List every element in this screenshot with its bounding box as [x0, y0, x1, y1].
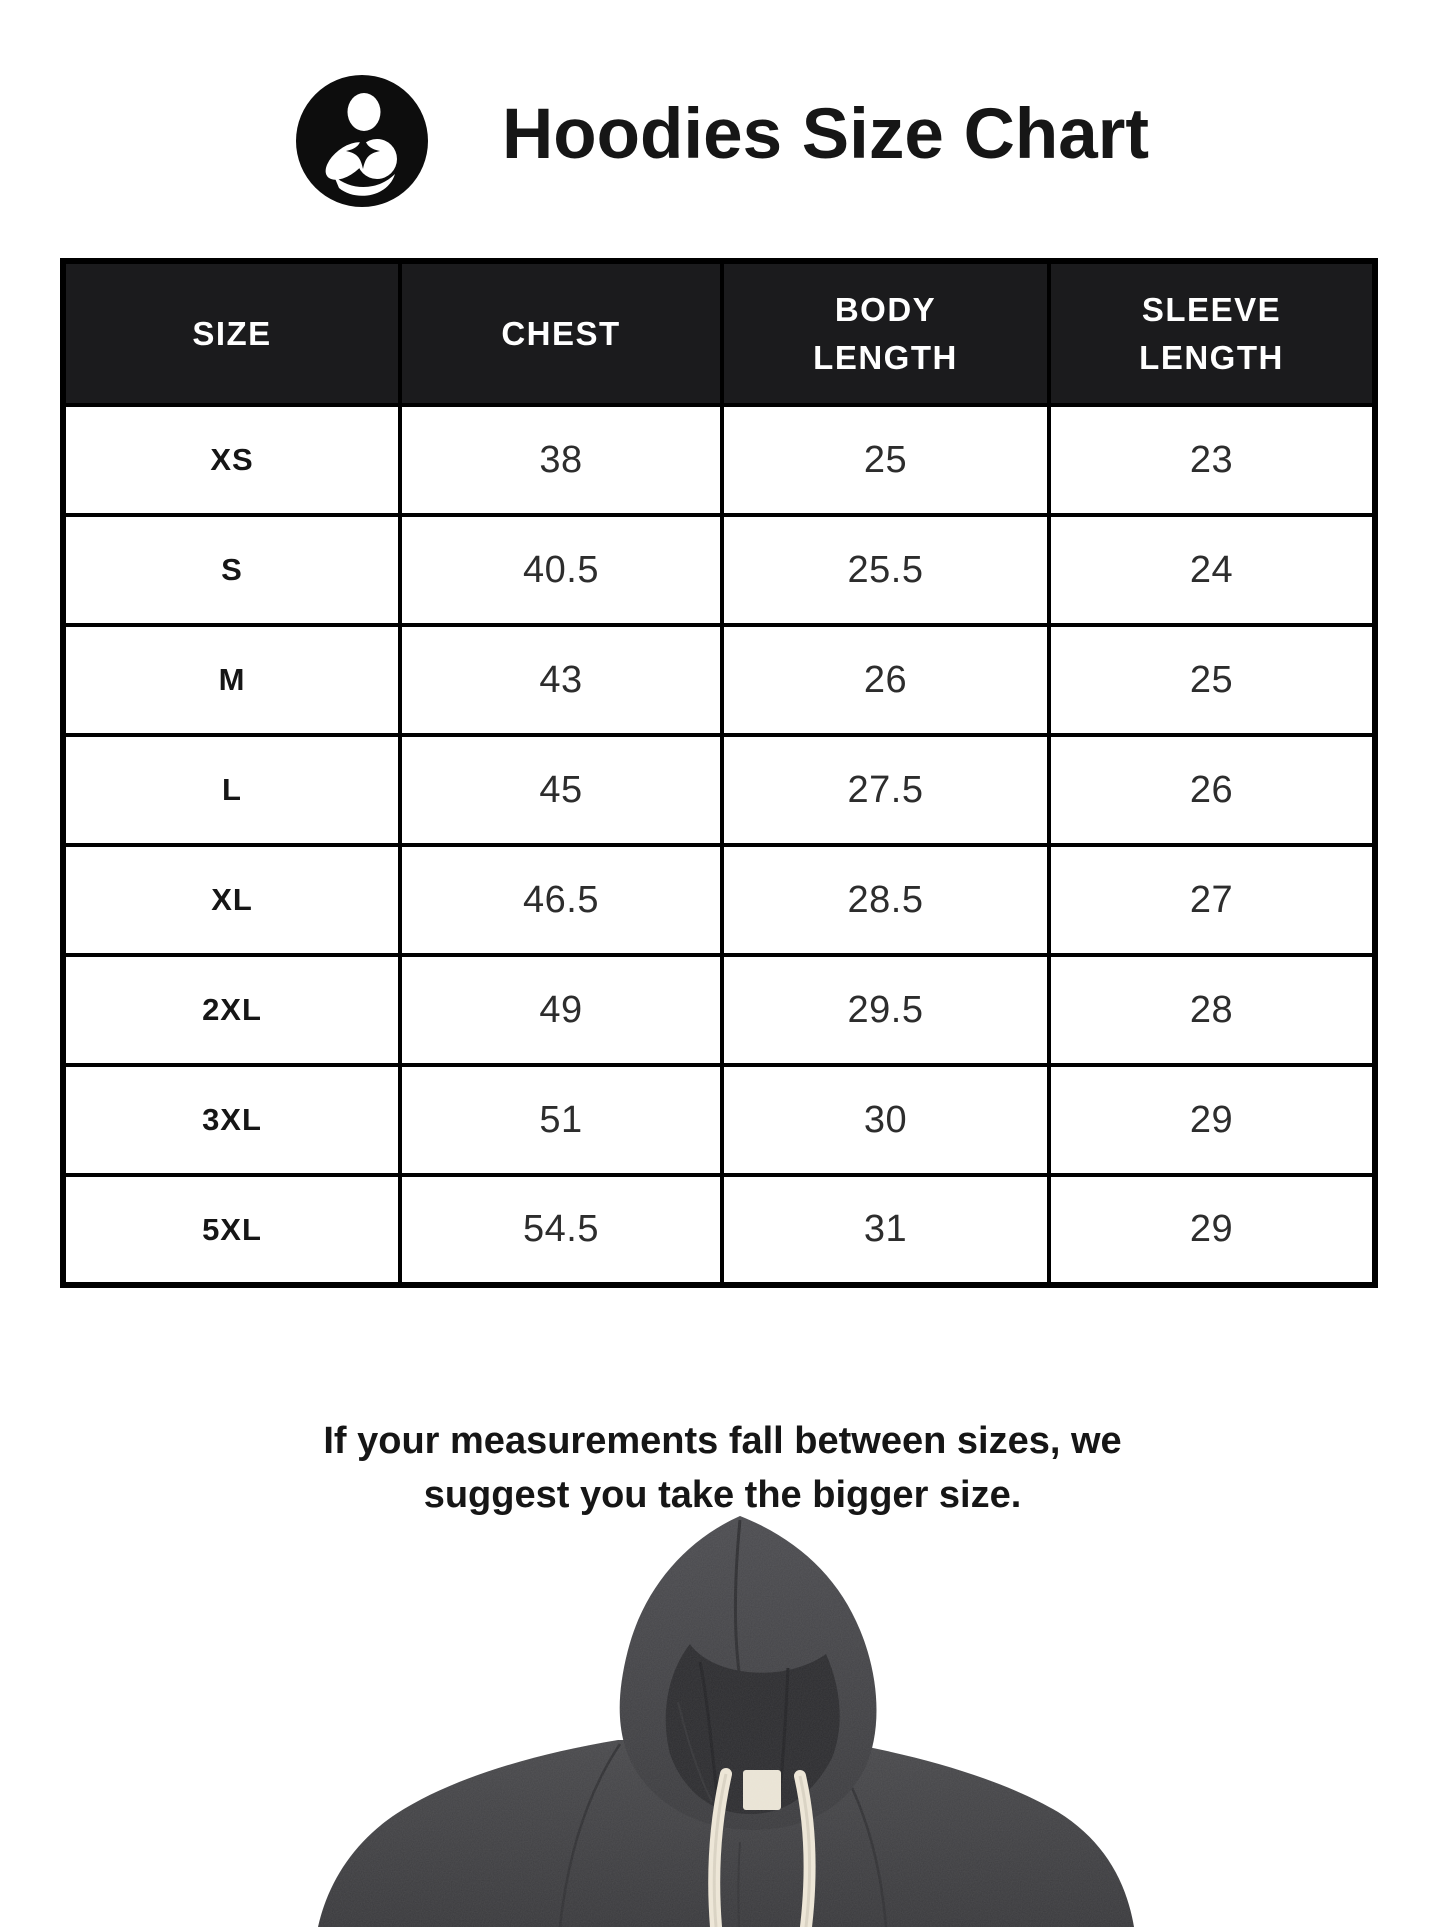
- column-header-size: [63, 261, 400, 405]
- chest-cell: 54.5: [400, 1175, 722, 1285]
- page-title: Hoodies Size Chart: [501, 94, 1149, 174]
- hoodie-image: [288, 1512, 1156, 1927]
- table-row-xs: [63, 405, 1375, 515]
- sleeve-length-cell: 24: [1049, 515, 1375, 625]
- hoodie-photo: [288, 1512, 1156, 1927]
- sleeve-length-cell: 27: [1049, 845, 1375, 955]
- table-row-2xl: [63, 955, 1375, 1065]
- size-cell: XL: [63, 845, 400, 955]
- size-note-line-1: If your measurements fall between sizes, we: [323, 1420, 1122, 1462]
- column-header-label: CHEST: [501, 314, 621, 352]
- body-length-cell: 27.5: [722, 735, 1049, 845]
- page-header: [0, 62, 1445, 220]
- sleeve-length-cell: 25: [1049, 625, 1375, 735]
- mother-and-child-icon: [296, 75, 428, 207]
- table-row-s: [63, 515, 1375, 625]
- column-header-label: SLEEVE LENGTH: [1139, 290, 1284, 376]
- body-length-cell: 30: [722, 1065, 1049, 1175]
- body-length-cell: 25.5: [722, 515, 1049, 625]
- sleeve-length-cell: 29: [1049, 1175, 1375, 1285]
- column-header-sleeve_length: [1049, 261, 1375, 405]
- chest-cell: 45: [400, 735, 722, 845]
- body-length-cell: 31: [722, 1175, 1049, 1285]
- body-length-cell: 26: [722, 625, 1049, 735]
- size-note: [0, 1414, 1445, 1522]
- chest-cell: 49: [400, 955, 722, 1065]
- body-length-cell: 28.5: [722, 845, 1049, 955]
- sleeve-length-cell: 23: [1049, 405, 1375, 515]
- table-row-xl: [63, 845, 1375, 955]
- table-header: [63, 261, 1375, 405]
- size-cell: L: [63, 735, 400, 845]
- column-header-body_length: [722, 261, 1049, 405]
- size-cell: S: [63, 515, 400, 625]
- column-header-chest: [400, 261, 722, 405]
- chest-cell: 40.5: [400, 515, 722, 625]
- body-length-cell: 29.5: [722, 955, 1049, 1065]
- table-row-5xl: [63, 1175, 1375, 1285]
- sleeve-length-cell: 26: [1049, 735, 1375, 845]
- table-row-m: [63, 625, 1375, 735]
- size-cell: 3XL: [63, 1065, 400, 1175]
- table-header-row: [63, 261, 1375, 405]
- sleeve-length-cell: 28: [1049, 955, 1375, 1065]
- sleeve-length-cell: 29: [1049, 1065, 1375, 1175]
- size-cell: 2XL: [63, 955, 400, 1065]
- chest-cell: 51: [400, 1065, 722, 1175]
- table-row-l: [63, 735, 1375, 845]
- chest-cell: 38: [400, 405, 722, 515]
- body-length-cell: 25: [722, 405, 1049, 515]
- chest-cell: 46.5: [400, 845, 722, 955]
- table-row-3xl: [63, 1065, 1375, 1175]
- size-chart-table: [60, 258, 1378, 1288]
- size-cell: M: [63, 625, 400, 735]
- size-cell: 5XL: [63, 1175, 400, 1285]
- column-header-label: BODY LENGTH: [813, 290, 958, 376]
- chest-cell: 43: [400, 625, 722, 735]
- brand-logo: [296, 75, 428, 207]
- size-table-body: [63, 405, 1375, 1285]
- column-header-label: SIZE: [192, 314, 272, 352]
- size-cell: XS: [63, 405, 400, 515]
- size-note-line-2: suggest you take the bigger size.: [423, 1474, 1022, 1516]
